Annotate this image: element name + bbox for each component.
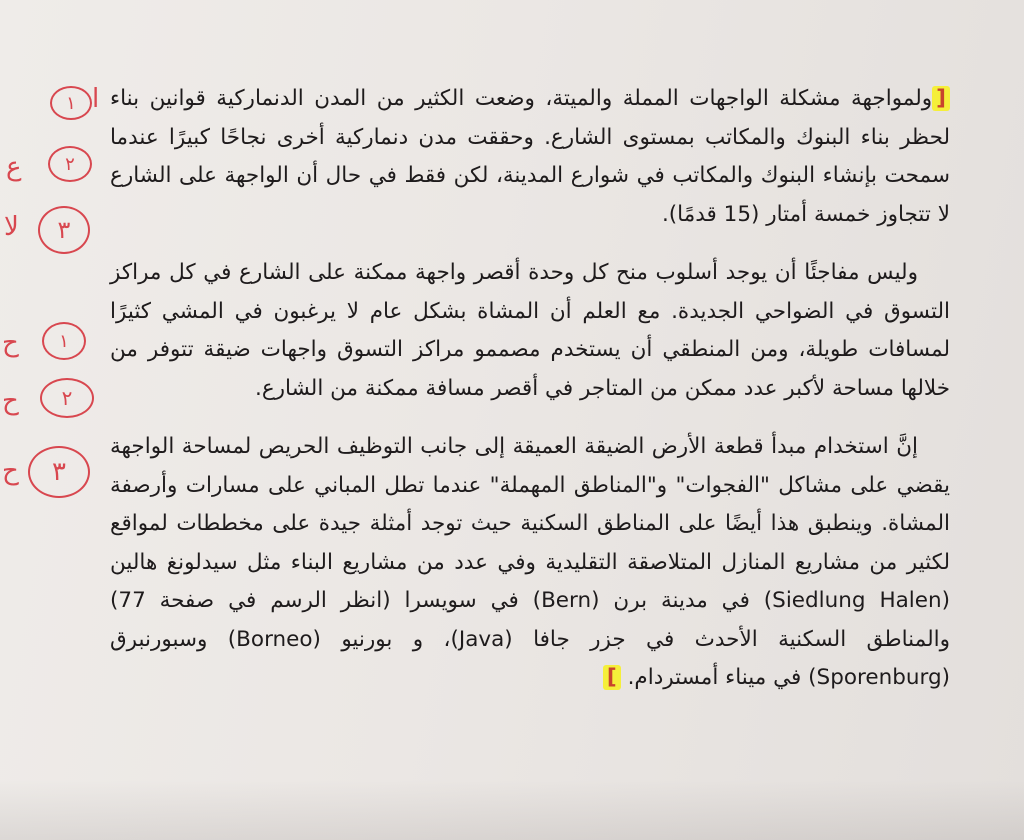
margin-number-circle: ٢	[48, 146, 92, 182]
margin-number-circle: ٣	[38, 206, 90, 254]
paragraph-1	[110, 80, 950, 234]
body-text	[110, 80, 950, 718]
page-shadow	[0, 780, 1024, 840]
paragraph-3	[110, 428, 950, 698]
margin-scribble: ع	[6, 152, 22, 182]
margin-number-circle: ١	[42, 322, 86, 360]
paragraph-1-text: ولمواجهة مشكلة الواجهات المملة والميتة، وضعت الكثير من المدن الدنماركية قوانين بناء لحظر بناء البنوك والمكاتب بمستوى الشارع. وحققت مدن دنماركية أخرى نجاحًا كبيرًا عندما سمحت بإنشاء البنوك والمكاتب في شوارع المدينة، لكن فقط في حال أن الواجهة على الشارع لا تتجاوز خمسة أمتار (15 قدمًا).	[110, 86, 950, 227]
margin-number-circle: ١	[50, 86, 92, 120]
paragraph-3-text: إنَّ استخدام مبدأ قطعة الأرض الضيقة العميقة إلى جانب التوظيف الحريص لمساحة الواجهة يقضي على مشاكل "الفجوات" و"المناطق المهملة" عندما تطل المباني على مسارات وأرصفة المشاة. وينطبق هذا أيضًا على المناطق السكنية حيث توجد أمثلة جيدة على مخططات لمواقع لكثير من مشاريع المنازل المتلاصقة التقليدية وفي عدد من مشاريع البناء مثل سيدلونغ هالين (Siedlung Halen) في مدينة برن (Bern) في سويسرا (انظر الرسم في صفحة 77) والمناطق السكنية الأحدث في جزر جافا (Java)، و بورنيو (Borneo) وسبورنبرق (Sporenburg) في ميناء أمستردام.	[110, 434, 951, 690]
margin-scribble: لا	[4, 212, 19, 242]
margin-scribble: ح	[2, 328, 19, 358]
margin-scribble: ا	[92, 84, 100, 114]
highlight-bracket-close: ]	[603, 665, 621, 690]
margin-scribble: ح	[2, 386, 19, 416]
handwritten-margin-notes	[0, 0, 110, 840]
margin-number-circle: ٢	[40, 378, 94, 418]
margin-number-circle: ٣	[28, 446, 90, 498]
highlight-bracket-open: [	[932, 86, 950, 111]
paragraph-2: وليس مفاجئًا أن يوجد أسلوب منح كل وحدة أقصر واجهة ممكنة على الشارع في كل مراكز التسوق في الضواحي الجديدة. مع العلم أن المشاة بشكل عام لا يرغبون في المشي كثيرًا لمسافات طويلة، ومن المنطقي أن يستخدم مصممو مراكز التسوق واجهات ضيقة تتوفر من خلالها مساحة لأكبر عدد ممكن من المتاجر في أقصر مسافة ممكنة من الشارع.	[110, 260, 950, 401]
margin-scribble: ح	[2, 456, 19, 486]
